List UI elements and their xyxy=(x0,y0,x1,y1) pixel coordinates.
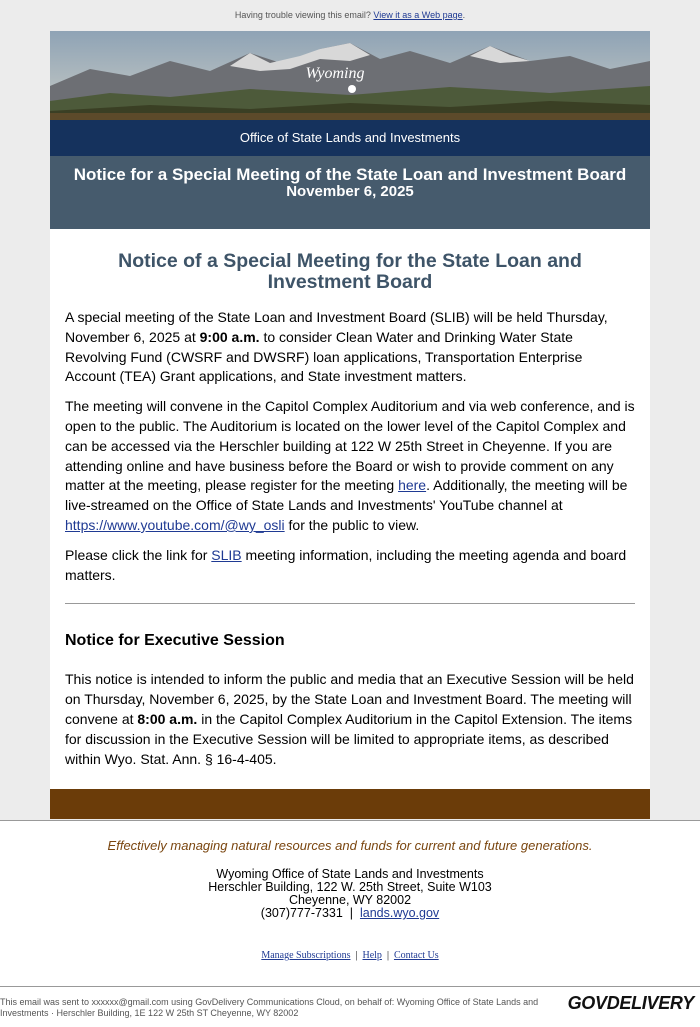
executive-session-paragraph xyxy=(65,670,635,769)
website-link[interactable]: lands.wyo.gov xyxy=(359,906,440,920)
executive-session-heading: Notice for Executive Session xyxy=(65,632,285,650)
top-notice-bar xyxy=(0,0,700,31)
p1-text-b: to consider Clean Water and Drinking Water State Revolving Fund (CWSRF and DWSRF) loan applications, Transportation Enterprise Account (TEA) Grant applications, and State investment matters. xyxy=(65,328,583,385)
youtube-link[interactable]: https://www.youtube.com/@wy_osli xyxy=(65,516,285,533)
main-content xyxy=(50,229,650,789)
exec-text-b: in the Capitol Complex Auditorium in the Capitol Extension. The items for discussion in the Executive Session will be limited to appropriate items, as described within Wyo. Stat. Ann. § 16-4-405. xyxy=(65,710,633,767)
footer-links xyxy=(0,950,700,961)
exec-text-a: This notice is intended to inform the public and media that an Executive Session will be held on Thursday, November 6, 2025, by the State Loan and Investment Board. The meeting will convene at xyxy=(65,671,634,727)
meeting-time: 9:00 a.m. xyxy=(199,328,260,345)
notice-header xyxy=(50,156,650,229)
notice-date: November 6, 2025 xyxy=(286,183,414,200)
building-address: Herschler Building, 122 W. 25th Street, Suite W103 xyxy=(208,880,492,894)
mountain-landscape-image xyxy=(50,31,650,120)
govdelivery-logo[interactable]: GOVDELIVERY xyxy=(567,993,694,1013)
p3-text-b: meeting information, including the meeting agenda and board matters. xyxy=(65,546,627,583)
view-web-page-link[interactable]: View it as a Web page xyxy=(373,10,463,20)
city-address: Cheyenne, WY 82002 xyxy=(288,893,412,907)
period: . xyxy=(462,10,466,20)
address-block xyxy=(0,868,700,920)
p1-text-a: A special meeting of the State Loan and Investment Board (SLIB) will be held Thursday, November 6, 2025 at xyxy=(65,309,608,345)
slib-link[interactable]: SLIB xyxy=(211,546,242,563)
p2-text-c: for the public to view. xyxy=(284,516,420,533)
pipe-separator: | xyxy=(349,906,354,920)
tagline: Effectively managing natural resources and funds for current and future generations. xyxy=(107,838,593,853)
trouble-viewing-text: Having trouble viewing this email? xyxy=(234,10,371,20)
org-name: Wyoming Office of State Lands and Investments xyxy=(216,867,484,881)
help-link[interactable]: Help xyxy=(362,950,382,961)
contact-line xyxy=(0,907,700,920)
contact-us-link[interactable]: Contact Us xyxy=(393,950,439,961)
section-divider xyxy=(65,603,635,604)
exec-time: 8:00 a.m. xyxy=(137,710,198,727)
brown-divider-bar xyxy=(50,789,650,819)
office-name-bar xyxy=(50,120,650,156)
sent-notice: This email was sent to xxxxxx@gmail.com using GovDelivery Communications Cloud, on behalf of: Wyoming Office of State Lands and Investments · Herschler Building, 1E 122 W 25th ST Cheyenne, WY 82002 xyxy=(0,997,539,1018)
p2-text-b: . Additionally, the meeting will be live-streamed on the Office of State Lands and Investments' YouTube channel at xyxy=(65,477,628,514)
manage-subscriptions-link[interactable]: Manage Subscriptions xyxy=(261,950,351,961)
wyoming-logo: Wyoming xyxy=(305,65,365,82)
p2-text-a: The meeting will convene in the Capitol Complex Auditorium and via web conference, and is open to the public. The Auditorium is located on the lower level of the Capitol Complex and can be accessed via the Herschler building at 122 W 25th Street in Cheyenne. If you are attending online and have business before the Board or wish to provide comment on any matter at the meeting, please register for the meeting xyxy=(65,398,635,494)
phone-number: (307)777-7331 xyxy=(260,906,343,920)
slib-paragraph xyxy=(65,546,635,586)
meeting-paragraph xyxy=(65,308,635,387)
email-container xyxy=(50,31,650,819)
links-separator-2: | xyxy=(386,950,389,961)
mountain-banner xyxy=(50,31,650,120)
bucking-horse-icon xyxy=(348,85,356,93)
content-heading: Notice of a Special Meeting for the State Loan and Investment Board xyxy=(118,250,582,293)
office-name: Office of State Lands and Investments xyxy=(239,130,461,145)
p3-text-a: Please click the link for xyxy=(65,546,212,563)
bottom-bar xyxy=(0,986,700,1027)
register-here-link[interactable]: here xyxy=(398,477,427,494)
links-separator-1: | xyxy=(355,950,358,961)
convene-paragraph xyxy=(65,397,635,536)
footer xyxy=(0,820,700,987)
notice-title: Notice for a Special Meeting of the State Loan and Investment Board xyxy=(73,165,627,184)
